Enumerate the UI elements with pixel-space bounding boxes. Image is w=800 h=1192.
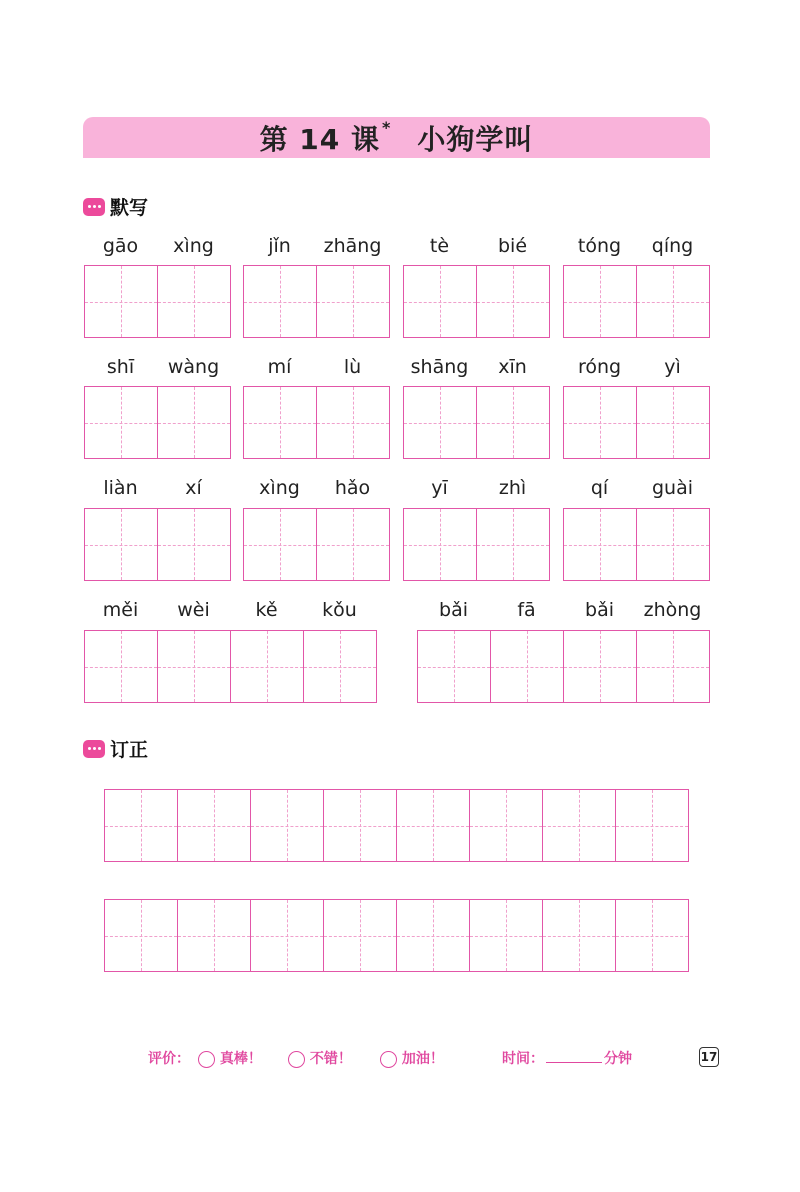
writing-cell[interactable] (316, 386, 390, 459)
checkbox-circle-icon[interactable] (198, 1051, 215, 1068)
writing-cell[interactable] (84, 508, 158, 581)
pinyin-label: tóng (577, 235, 622, 257)
grid-guide-horizontal (85, 545, 157, 546)
grid-guide-horizontal (317, 545, 389, 546)
evaluation-option-keep-going[interactable] (380, 1048, 444, 1068)
grid-guide-horizontal (543, 936, 615, 937)
grid-guide-horizontal (616, 826, 688, 827)
pinyin-label: jǐn (268, 235, 291, 257)
pinyin-label: bǎi (585, 599, 614, 621)
grid-guide-horizontal (244, 302, 316, 303)
evaluation-option-great-label: 真棒！ (219, 1051, 262, 1067)
pinyin-label: yì (664, 356, 681, 378)
section-dictation-header (83, 193, 148, 220)
writing-cell[interactable] (563, 265, 637, 338)
pinyin-label: wàng (167, 356, 220, 378)
section-dictation-label: 默写 (110, 197, 149, 219)
correction-cell[interactable] (104, 899, 178, 972)
writing-cell[interactable] (230, 630, 304, 703)
grid-guide-horizontal (158, 302, 230, 303)
pinyin-label: bié (497, 235, 528, 257)
correction-cell[interactable] (542, 789, 616, 862)
correction-cell[interactable] (469, 789, 543, 862)
grid-guide-horizontal (178, 826, 250, 827)
checkbox-circle-icon[interactable] (288, 1051, 305, 1068)
grid-guide-horizontal (477, 545, 549, 546)
page-number: 17 (699, 1047, 719, 1067)
grid-guide-horizontal (564, 423, 636, 424)
grid-guide-horizontal (543, 826, 615, 827)
writing-cell[interactable] (476, 265, 550, 338)
pinyin-label: xìng (259, 477, 300, 499)
pinyin-label: zhāng (323, 235, 382, 257)
writing-cell[interactable] (636, 508, 710, 581)
grid-guide-horizontal (616, 936, 688, 937)
section-correction-label: 订正 (110, 739, 149, 761)
pinyin-label: qíng (651, 235, 694, 257)
grid-guide-horizontal (637, 302, 709, 303)
grid-guide-horizontal (564, 302, 636, 303)
writing-cell[interactable] (476, 386, 550, 459)
grid-guide-horizontal (564, 667, 636, 668)
lesson-title-bar (83, 117, 710, 158)
grid-guide-horizontal (158, 423, 230, 424)
writing-cell[interactable] (316, 265, 390, 338)
grid-guide-horizontal (251, 936, 323, 937)
grid-guide-horizontal (251, 826, 323, 827)
grid-guide-horizontal (244, 545, 316, 546)
grid-guide-horizontal (178, 936, 250, 937)
pinyin-label: róng (577, 356, 622, 378)
grid-guide-horizontal (231, 667, 303, 668)
writing-cell[interactable] (636, 386, 710, 459)
pinyin-label: guài (651, 477, 694, 499)
grid-guide-horizontal (397, 826, 469, 827)
grid-guide-horizontal (491, 667, 563, 668)
pinyin-label: shī (106, 356, 135, 378)
writing-cell[interactable] (243, 265, 317, 338)
section-correction-header (83, 735, 148, 762)
pinyin-label: xìng (173, 235, 214, 257)
writing-cell[interactable] (563, 630, 637, 703)
grid-guide-horizontal (404, 302, 476, 303)
grid-guide-horizontal (324, 936, 396, 937)
pinyin-label: fā (517, 599, 536, 621)
pinyin-label: zhòng (643, 599, 702, 621)
correction-cell[interactable] (615, 789, 689, 862)
writing-cell[interactable] (84, 265, 158, 338)
pinyin-label: měi (102, 599, 139, 621)
pinyin-label: shāng (410, 356, 469, 378)
writing-cell[interactable] (563, 386, 637, 459)
writing-cell[interactable] (84, 630, 158, 703)
pinyin-label: kǒu (322, 599, 357, 621)
writing-cell[interactable] (490, 630, 564, 703)
pinyin-label: lù (343, 356, 362, 378)
writing-cell[interactable] (243, 386, 317, 459)
pinyin-label: zhì (498, 477, 527, 499)
pinyin-label: bǎi (439, 599, 468, 621)
correction-cell[interactable] (323, 789, 397, 862)
pinyin-label: wèi (177, 599, 210, 621)
writing-cell[interactable] (316, 508, 390, 581)
grid-guide-horizontal (477, 423, 549, 424)
grid-guide-horizontal (317, 302, 389, 303)
correction-cell[interactable] (104, 789, 178, 862)
pinyin-label: gāo (102, 235, 139, 257)
writing-cell[interactable] (157, 508, 231, 581)
writing-cell[interactable] (157, 386, 231, 459)
grid-guide-horizontal (85, 667, 157, 668)
correction-cell[interactable] (615, 899, 689, 972)
lesson-name: 小狗学叫 (417, 122, 534, 156)
pinyin-label: liàn (103, 477, 138, 499)
grid-guide-horizontal (404, 423, 476, 424)
writing-cell[interactable] (403, 386, 477, 459)
grid-guide-horizontal (470, 826, 542, 827)
writing-cell[interactable] (563, 508, 637, 581)
time-field[interactable] (502, 1048, 632, 1068)
pinyin-label: qí (590, 477, 609, 499)
lesson-number: 第 14 课 (259, 122, 381, 156)
grid-guide-horizontal (244, 423, 316, 424)
correction-cell[interactable] (396, 899, 470, 972)
evaluation-label: 评价： (148, 1051, 190, 1067)
grid-guide-horizontal (158, 667, 230, 668)
writing-cell[interactable] (157, 630, 231, 703)
pinyin-label: hǎo (334, 477, 371, 499)
evaluation-option-good-label: 不错！ (309, 1051, 352, 1067)
time-blank[interactable] (546, 1062, 602, 1063)
grid-guide-horizontal (397, 936, 469, 937)
evaluation-option-keep-going-label: 加油！ (401, 1051, 444, 1067)
grid-guide-horizontal (637, 667, 709, 668)
writing-cell[interactable] (636, 265, 710, 338)
grid-guide-horizontal (564, 545, 636, 546)
correction-cell[interactable] (250, 789, 324, 862)
time-label: 时间： (502, 1051, 544, 1067)
grid-guide-horizontal (477, 302, 549, 303)
evaluation-option-good[interactable] (288, 1048, 352, 1068)
pinyin-label: yī (431, 477, 448, 499)
grid-guide-horizontal (637, 545, 709, 546)
correction-cell[interactable] (542, 899, 616, 972)
grid-guide-horizontal (105, 936, 177, 937)
correction-cell[interactable] (323, 899, 397, 972)
writing-cell[interactable] (476, 508, 550, 581)
pinyin-label: tè (429, 235, 450, 257)
ellipsis-icon (83, 740, 105, 758)
grid-guide-horizontal (158, 545, 230, 546)
grid-guide-horizontal (105, 826, 177, 827)
writing-cell[interactable] (84, 386, 158, 459)
writing-cell[interactable] (157, 265, 231, 338)
grid-guide-horizontal (304, 667, 376, 668)
grid-guide-horizontal (470, 936, 542, 937)
time-unit: 分钟 (604, 1051, 632, 1067)
writing-cell[interactable] (636, 630, 710, 703)
grid-guide-horizontal (85, 423, 157, 424)
writing-cell[interactable] (403, 508, 477, 581)
pinyin-label: mí (267, 356, 292, 378)
correction-cell[interactable] (396, 789, 470, 862)
lesson-star-mark: * (382, 118, 392, 137)
checkbox-circle-icon[interactable] (380, 1051, 397, 1068)
correction-cell[interactable] (177, 899, 251, 972)
grid-guide-horizontal (418, 667, 490, 668)
pinyin-label: kě (255, 599, 278, 621)
correction-cell[interactable] (250, 899, 324, 972)
evaluation-option-great[interactable] (198, 1048, 262, 1068)
footer (148, 1046, 728, 1070)
correction-cell[interactable] (469, 899, 543, 972)
writing-cell[interactable] (417, 630, 491, 703)
correction-cell[interactable] (177, 789, 251, 862)
pinyin-label: xīn (498, 356, 527, 378)
writing-cell[interactable] (243, 508, 317, 581)
grid-guide-horizontal (404, 545, 476, 546)
ellipsis-icon (83, 198, 105, 216)
pinyin-label: xí (185, 477, 202, 499)
grid-guide-horizontal (317, 423, 389, 424)
writing-cell[interactable] (403, 265, 477, 338)
writing-cell[interactable] (303, 630, 377, 703)
grid-guide-horizontal (85, 302, 157, 303)
grid-guide-horizontal (324, 826, 396, 827)
grid-guide-horizontal (637, 423, 709, 424)
